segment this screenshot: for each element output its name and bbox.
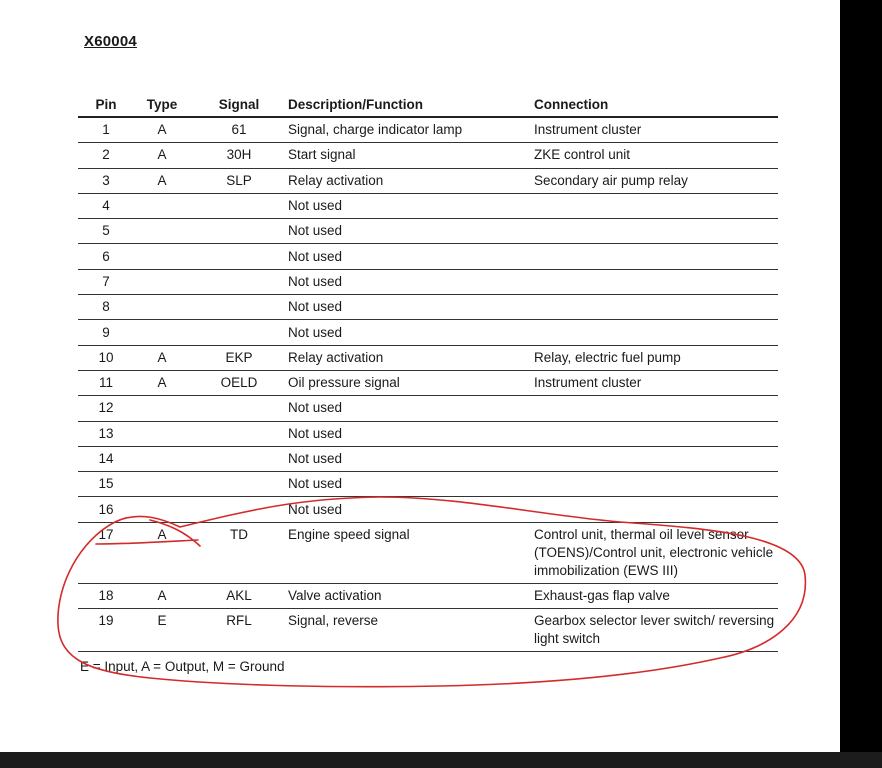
cell-description: Not used xyxy=(288,244,534,269)
cell-signal: 61 xyxy=(190,117,288,143)
table-header-row xyxy=(78,93,778,117)
cell-description: Not used xyxy=(288,497,534,522)
cell-description: Not used xyxy=(288,219,534,244)
cell-connection: Gearbox selector lever switch/ reversing light switch xyxy=(534,609,778,652)
cell-signal: TD xyxy=(190,522,288,583)
cell-description: Not used xyxy=(288,472,534,497)
table-row xyxy=(78,117,778,143)
pin-assignment-table xyxy=(78,93,778,652)
cell-pin: 17 xyxy=(78,522,134,583)
header-pin: Pin xyxy=(78,93,134,117)
cell-signal xyxy=(190,446,288,471)
cell-pin: 16 xyxy=(78,497,134,522)
cell-type: A xyxy=(134,345,190,370)
cell-pin: 9 xyxy=(78,320,134,345)
cell-description: Not used xyxy=(288,269,534,294)
cell-type xyxy=(134,244,190,269)
cell-connection: Instrument cluster xyxy=(534,370,778,395)
cell-type: A xyxy=(134,117,190,143)
header-connection: Connection xyxy=(534,93,778,117)
cell-pin: 11 xyxy=(78,370,134,395)
table-row xyxy=(78,320,778,345)
cell-description: Oil pressure signal xyxy=(288,370,534,395)
table-row xyxy=(78,143,778,168)
cell-signal xyxy=(190,320,288,345)
cell-pin: 6 xyxy=(78,244,134,269)
table-row xyxy=(78,370,778,395)
header-signal: Signal xyxy=(190,93,288,117)
cell-connection: Instrument cluster xyxy=(534,117,778,143)
legend-note: E = Input, A = Output, M = Ground xyxy=(80,659,285,674)
cell-connection xyxy=(534,320,778,345)
cell-signal: EKP xyxy=(190,345,288,370)
cell-connection xyxy=(534,269,778,294)
table-row xyxy=(78,269,778,294)
cell-connection: Secondary air pump relay xyxy=(534,168,778,193)
cell-type: A xyxy=(134,583,190,608)
cell-pin: 12 xyxy=(78,396,134,421)
cell-type xyxy=(134,193,190,218)
cell-description: Relay activation xyxy=(288,345,534,370)
table-row xyxy=(78,497,778,522)
table-row xyxy=(78,244,778,269)
table-row xyxy=(78,522,778,583)
cell-type xyxy=(134,446,190,471)
cell-signal xyxy=(190,497,288,522)
cell-signal xyxy=(190,472,288,497)
table-row xyxy=(78,295,778,320)
cell-description: Not used xyxy=(288,193,534,218)
cell-signal xyxy=(190,295,288,320)
cell-description: Engine speed signal xyxy=(288,522,534,583)
cell-pin: 4 xyxy=(78,193,134,218)
connector-title: X60004 xyxy=(84,33,137,50)
cell-connection: Control unit, thermal oil level sensor (TOENS)/Control unit, electronic vehicle immobilization (EWS III) xyxy=(534,522,778,583)
cell-connection xyxy=(534,219,778,244)
cell-pin: 18 xyxy=(78,583,134,608)
cell-type: A xyxy=(134,370,190,395)
cell-connection: ZKE control unit xyxy=(534,143,778,168)
cell-connection xyxy=(534,497,778,522)
cell-type xyxy=(134,421,190,446)
table-row xyxy=(78,583,778,608)
cell-type xyxy=(134,295,190,320)
cell-signal: SLP xyxy=(190,168,288,193)
cell-connection xyxy=(534,421,778,446)
cell-connection xyxy=(534,472,778,497)
cell-description: Not used xyxy=(288,295,534,320)
header-description: Description/Function xyxy=(288,93,534,117)
cell-description: Not used xyxy=(288,421,534,446)
table-row xyxy=(78,446,778,471)
cell-description: Relay activation xyxy=(288,168,534,193)
cell-signal xyxy=(190,193,288,218)
cell-pin: 3 xyxy=(78,168,134,193)
cell-connection: Exhaust-gas flap valve xyxy=(534,583,778,608)
cell-description: Not used xyxy=(288,396,534,421)
cell-description: Not used xyxy=(288,320,534,345)
cell-signal: AKL xyxy=(190,583,288,608)
cell-type xyxy=(134,472,190,497)
table-row xyxy=(78,345,778,370)
cell-pin: 19 xyxy=(78,609,134,652)
cell-pin: 10 xyxy=(78,345,134,370)
cell-connection xyxy=(534,396,778,421)
cell-pin: 14 xyxy=(78,446,134,471)
table-row xyxy=(78,472,778,497)
cell-signal xyxy=(190,244,288,269)
table-row xyxy=(78,219,778,244)
cell-type xyxy=(134,320,190,345)
table-row xyxy=(78,609,778,652)
cell-pin: 7 xyxy=(78,269,134,294)
cell-connection xyxy=(534,244,778,269)
cell-signal xyxy=(190,396,288,421)
cell-connection: Relay, electric fuel pump xyxy=(534,345,778,370)
cell-description: Signal, charge indicator lamp xyxy=(288,117,534,143)
cell-type xyxy=(134,497,190,522)
screen-bottom-bar xyxy=(0,752,882,768)
table-row xyxy=(78,421,778,446)
cell-description: Valve activation xyxy=(288,583,534,608)
cell-signal xyxy=(190,421,288,446)
table-body xyxy=(78,117,778,652)
cell-type xyxy=(134,269,190,294)
cell-type: E xyxy=(134,609,190,652)
cell-signal: RFL xyxy=(190,609,288,652)
cell-type: A xyxy=(134,143,190,168)
cell-signal: 30H xyxy=(190,143,288,168)
cell-pin: 8 xyxy=(78,295,134,320)
cell-pin: 5 xyxy=(78,219,134,244)
cell-type xyxy=(134,219,190,244)
cell-description: Not used xyxy=(288,446,534,471)
cell-pin: 1 xyxy=(78,117,134,143)
table-row xyxy=(78,168,778,193)
cell-signal xyxy=(190,219,288,244)
header-type: Type xyxy=(134,93,190,117)
cell-connection xyxy=(534,446,778,471)
cell-type xyxy=(134,396,190,421)
table-row xyxy=(78,193,778,218)
cell-description: Start signal xyxy=(288,143,534,168)
table-row xyxy=(78,396,778,421)
cell-type: A xyxy=(134,168,190,193)
cell-pin: 15 xyxy=(78,472,134,497)
cell-description: Signal, reverse xyxy=(288,609,534,652)
cell-pin: 13 xyxy=(78,421,134,446)
cell-connection xyxy=(534,295,778,320)
cell-connection xyxy=(534,193,778,218)
cell-signal: OELD xyxy=(190,370,288,395)
cell-type: A xyxy=(134,522,190,583)
cell-signal xyxy=(190,269,288,294)
cell-pin: 2 xyxy=(78,143,134,168)
